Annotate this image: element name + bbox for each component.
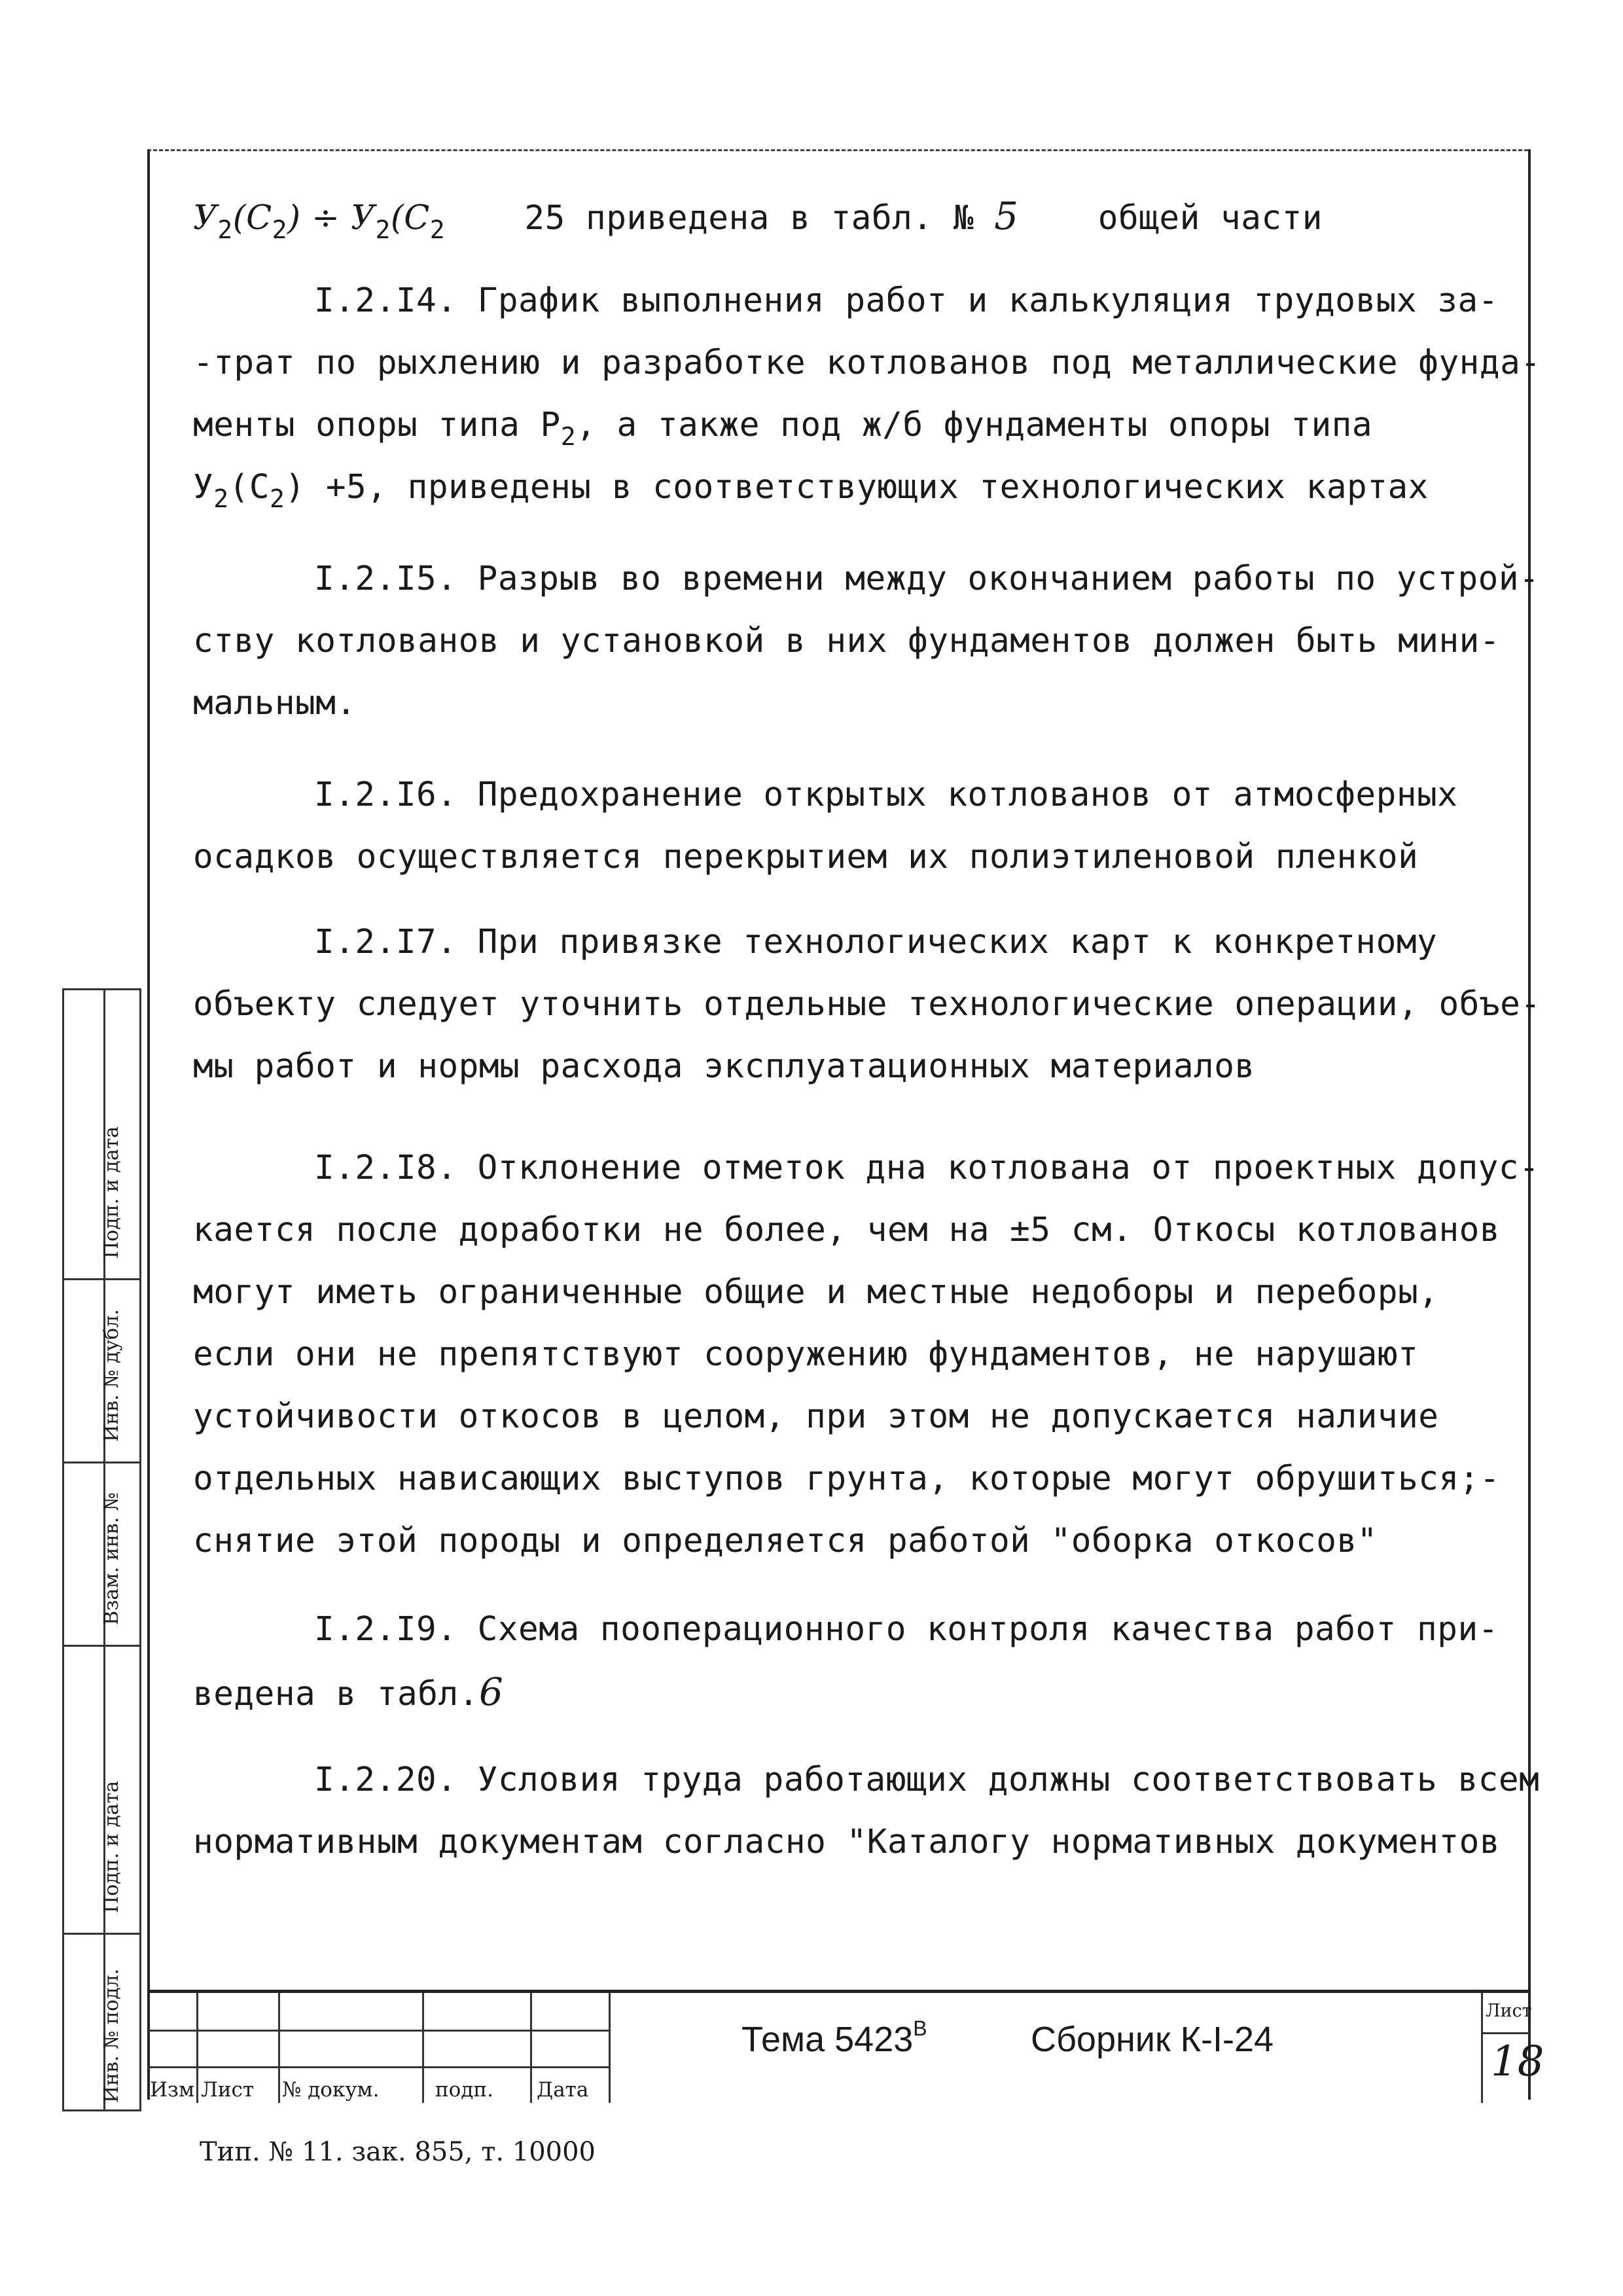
strip-original-inv-no: Инв. № подл. (100, 1968, 123, 2103)
text-segment: менты опоры типа Р (193, 406, 561, 444)
formula-div: ) ÷ У (287, 199, 376, 238)
text-line-5 (193, 468, 1429, 513)
strip-row-divider (64, 1645, 139, 1647)
frame-top-border (147, 149, 1528, 151)
text-line-22 (193, 1672, 503, 1714)
theme-number (741, 2019, 927, 2060)
tb-col-line (278, 1993, 280, 2103)
text-line-4 (193, 406, 1373, 451)
strip-row-divider (64, 1933, 139, 1935)
formula-u: У (193, 199, 218, 238)
subscript: 2 (560, 422, 577, 451)
text-segment: ведена в табл. (193, 1675, 479, 1713)
sheet-box-divider (1483, 2032, 1530, 2034)
strip-sign-date-2: Подп. и дата (100, 1780, 123, 1913)
subscript: 2 (429, 215, 446, 244)
col-change: Изм (150, 2078, 195, 2102)
text-line-18: устойчивости откосов в целом, при этом не допускается наличие (193, 1397, 1439, 1436)
tb-col-line (530, 1993, 532, 2103)
subscript: 2 (375, 215, 391, 244)
text-line-15: кается после доработки не более, чем на ±5 см. Откосы котлованов (193, 1211, 1501, 1249)
general-part-text: общей части (1097, 199, 1323, 238)
text-line-21: I.2.I9. Схема пооперационного контроля качества работ при- (314, 1610, 1499, 1649)
theme-text: Тема 5423 (741, 2020, 914, 2059)
formula-c2: (С (390, 199, 430, 238)
text-line-16: могут иметь ограниченные общие и местные недоборы и переборы, (193, 1273, 1439, 1312)
col-date: Дата (537, 2078, 589, 2102)
subscript: 2 (217, 215, 233, 244)
sheet-number: 18 (1491, 2037, 1544, 2086)
tb-col-line (196, 1993, 198, 2103)
col-doc-no: № докум. (282, 2078, 380, 2102)
side-stamp-strip (62, 988, 141, 2111)
text-line-13: мы работ и нормы расхода эксплуатационных материалов (193, 1047, 1255, 1086)
text-line-7: ству котлованов и установкой в них фундаментов должен быть мини- (193, 622, 1501, 660)
text-line-17: если они не препятствуют сооружению фундаментов, не нарушают (193, 1335, 1419, 1374)
text-line-6: I.2.I5. Разрыв во времени между окончанием работы по устрой- (314, 560, 1540, 598)
strip-sign-date-1: Подп. и дата (100, 1126, 123, 1259)
sheet-label: Лист (1486, 2001, 1532, 2021)
text-line-11: I.2.I7. При привязке технологических карт к конкретному (314, 923, 1438, 961)
subscript: 2 (270, 484, 285, 513)
strip-replace-inv-no: Взам. инв. № (100, 1492, 123, 1625)
col-sheet: Лист (201, 2078, 255, 2102)
subscript: 2 (272, 215, 288, 244)
title-block (147, 1990, 1544, 2103)
collection-number: Сборник К-I-24 (1031, 2020, 1274, 2059)
text-segment: У (193, 468, 214, 507)
tb-col-line (609, 1993, 611, 2103)
tb-row-line (147, 2066, 611, 2068)
text-line-9: I.2.I6. Предохранение открытых котлованов от атмосферных (314, 776, 1458, 814)
theme-superscript: В (913, 2017, 927, 2040)
print-imprint: Тип. № 11. зак. 855, т. 10000 (200, 2137, 596, 2167)
handwritten-table-no: 6 (478, 1670, 504, 1714)
frame-right-border (1528, 149, 1531, 2100)
text-line-1 (193, 194, 1323, 244)
handwritten-table-no: 5 (994, 194, 1019, 238)
frame-left-border (147, 149, 150, 2100)
sheet-number-box (1481, 1993, 1544, 2103)
strip-duplicate-no: Инв. № дубл. (100, 1309, 123, 1442)
text-line-19: отдельных нависающих выступов грунта, которые могут обрушиться;- (193, 1460, 1501, 1498)
text-line-3: -трат по рыхлению и разработке котлованов под металлические фунда- (193, 344, 1541, 382)
text-line-8: мальным. (193, 684, 357, 723)
text-segment: ) +5, приведены в соответствующих технологических картах (285, 468, 1429, 507)
formula-c: (С (232, 199, 272, 238)
tb-col-line (422, 1993, 424, 2103)
text-line-20: снятие этой породы и определяется работой "оборка откосов" (193, 1522, 1378, 1560)
text-segment: (С (228, 468, 270, 507)
tb-row-line (147, 2030, 611, 2032)
subscript: 2 (213, 484, 229, 513)
text-line-12: объекту следует уточнить отдельные технологические операции, объе- (193, 985, 1541, 1024)
table-reference: 25 приведена в табл. № (524, 199, 974, 238)
text-line-24: нормативным документам согласно "Каталогу нормативных документов (193, 1823, 1501, 1861)
text-line-2: I.2.I4. График выполнения работ и калькуляция трудовых за- (314, 281, 1499, 320)
text-segment: , а также под ж/б фундаменты опоры типа (576, 406, 1373, 444)
strip-row-divider (64, 1278, 139, 1280)
strip-row-divider (64, 1462, 139, 1463)
col-signature: подп. (435, 2078, 493, 2102)
text-line-14: I.2.I8. Отклонение отметок дна котлована от проектных допус- (314, 1149, 1540, 1187)
text-line-23: I.2.20. Условия труда работающих должны соответствовать всем (314, 1761, 1540, 1799)
text-line-10: осадков осуществляется перекрытием их полиэтиленовой пленкой (193, 838, 1419, 876)
